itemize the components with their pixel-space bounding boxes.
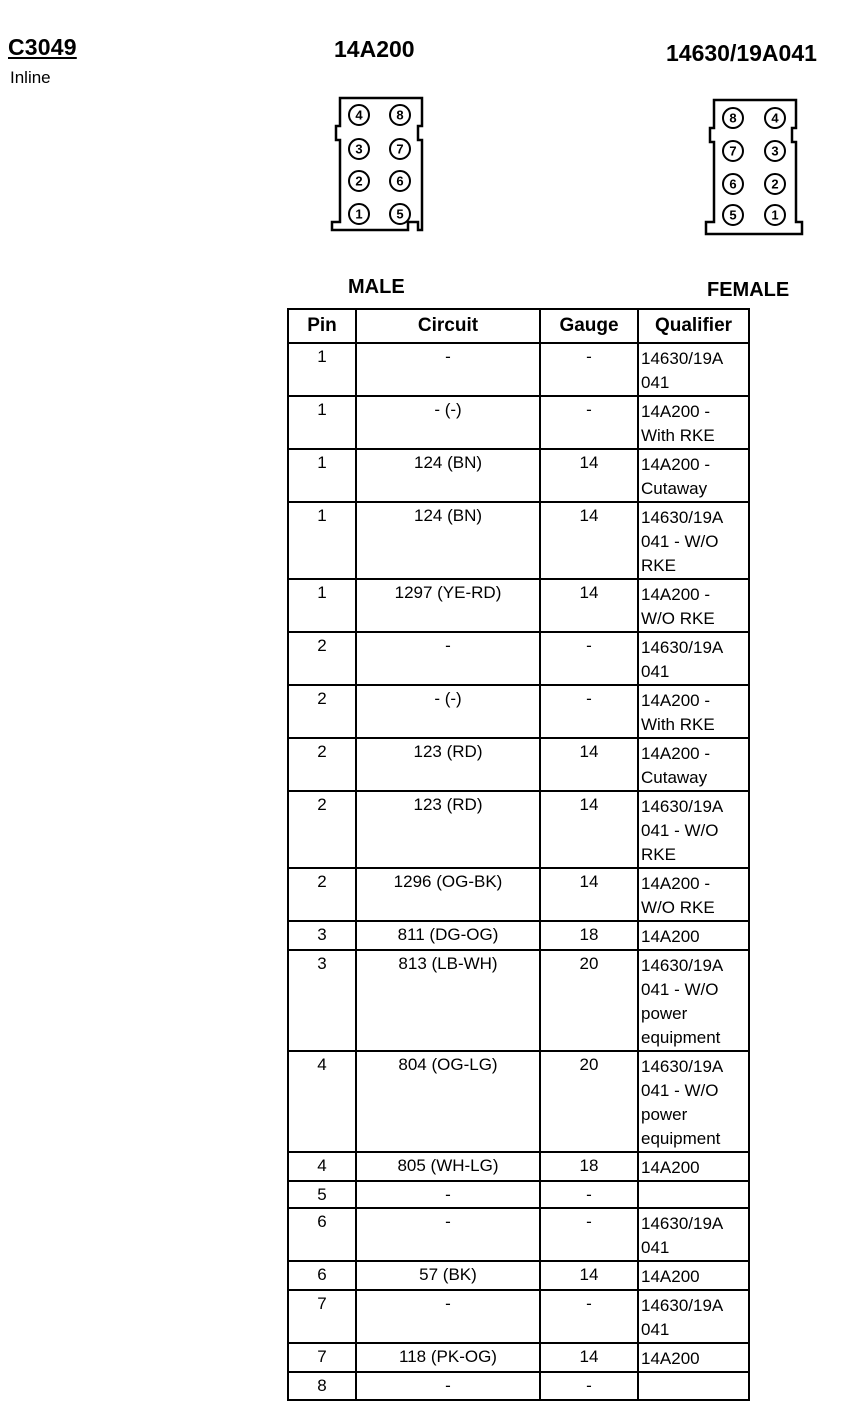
cell-qualifier: 14A200 - W/O RKE [638,868,749,921]
cell-qualifier: 14630/19A 041 - W/O RKE [638,791,749,868]
cell-gauge: 14 [540,738,638,791]
table-row [288,1372,749,1400]
cell-pin: 6 [288,1208,356,1261]
cell-qualifier: 14630/19A 041 [638,1290,749,1343]
cell-qualifier [638,1372,749,1400]
pin-number: 1 [771,207,779,223]
cell-gauge: 14 [540,868,638,921]
cell-pin: 2 [288,685,356,738]
cell-pin: 2 [288,868,356,921]
table-row [288,1208,749,1261]
connector-type: Inline [10,68,51,87]
cell-qualifier: 14A200 - Cutaway [638,738,749,791]
table-row [288,791,749,868]
cell-gauge: 14 [540,579,638,632]
cell-circuit: 811 (DG-OG) [356,921,540,950]
cell-circuit: 805 (WH-LG) [356,1152,540,1181]
table-row [288,1290,749,1343]
cell-circuit: - (-) [356,396,540,449]
table-row [288,1152,749,1181]
cell-pin: 1 [288,449,356,502]
cell-gauge: 14 [540,502,638,579]
cell-qualifier: 14630/19A 041 [638,1208,749,1261]
cell-qualifier: 14A200 - With RKE [638,685,749,738]
female-label: FEMALE [707,279,790,301]
table-row [288,343,749,396]
cell-gauge: 14 [540,1261,638,1290]
cell-circuit: 123 (RD) [356,738,540,791]
cell-circuit: - [356,343,540,396]
cell-gauge: 14 [540,791,638,868]
cell-qualifier: 14A200 - Cutaway [638,449,749,502]
cell-pin: 8 [288,1372,356,1400]
cell-pin: 2 [288,738,356,791]
cell-pin: 1 [288,502,356,579]
cell-circuit: 118 (PK-OG) [356,1343,540,1372]
cell-circuit: 57 (BK) [356,1261,540,1290]
cell-gauge: - [540,1181,638,1208]
cell-qualifier: 14630/19A 041 - W/O RKE [638,502,749,579]
cell-gauge: 18 [540,921,638,950]
cell-qualifier: 14A200 [638,921,749,950]
cell-qualifier: 14A200 [638,1152,749,1181]
connector-id: C3049 [8,34,77,60]
table-row [288,921,749,950]
cell-qualifier: 14630/19A 041 [638,632,749,685]
cell-pin: 5 [288,1181,356,1208]
table-row [288,738,749,791]
cell-circuit: 123 (RD) [356,791,540,868]
cell-qualifier [638,1181,749,1208]
right-connector-part: 14630/19A041 [666,40,817,66]
cell-gauge: 20 [540,1051,638,1152]
cell-qualifier: 14630/19A 041 [638,343,749,396]
table-row [288,1343,749,1372]
cell-gauge: - [540,1290,638,1343]
pin-number: 3 [355,141,363,157]
cell-pin: 2 [288,632,356,685]
cell-pin: 7 [288,1343,356,1372]
header-qualifier: Qualifier [638,309,749,343]
cell-circuit: 1297 (YE-RD) [356,579,540,632]
table-row [288,579,749,632]
left-connector-part: 14A200 [334,36,415,62]
pin-number: 1 [355,206,363,222]
cell-gauge: - [540,1372,638,1400]
cell-qualifier: 14A200 - With RKE [638,396,749,449]
cell-gauge: - [540,1208,638,1261]
cell-qualifier: 14630/19A 041 - W/O power equipment [638,950,749,1051]
cell-gauge: - [540,343,638,396]
cell-pin: 4 [288,1152,356,1181]
cell-pin: 3 [288,950,356,1051]
pin-number: 7 [729,143,737,159]
cell-qualifier: 14A200 - W/O RKE [638,579,749,632]
cell-circuit: - (-) [356,685,540,738]
pin-number: 6 [396,173,404,189]
cell-circuit: - [356,1290,540,1343]
pin-number: 8 [396,107,404,123]
table-row [288,685,749,738]
cell-gauge: 20 [540,950,638,1051]
pin-table [287,308,750,1401]
table-row [288,396,749,449]
pin-number: 2 [355,173,363,189]
header-pin: Pin [288,309,356,343]
cell-circuit: 124 (BN) [356,449,540,502]
cell-pin: 6 [288,1261,356,1290]
table-header-row [288,309,749,343]
table-row [288,632,749,685]
pin-number: 8 [729,110,737,126]
table-row [288,950,749,1051]
header-circuit: Circuit [356,309,540,343]
cell-circuit: 813 (LB-WH) [356,950,540,1051]
cell-pin: 1 [288,579,356,632]
male-connector-diagram [330,96,430,232]
cell-pin: 1 [288,396,356,449]
pin-number: 5 [396,206,404,222]
table-row [288,449,749,502]
pin-number: 4 [355,107,363,123]
pin-number: 5 [729,207,737,223]
table-row [288,502,749,579]
table-row [288,868,749,921]
cell-gauge: - [540,396,638,449]
cell-circuit: 1296 (OG-BK) [356,868,540,921]
female-connector-diagram [704,98,804,236]
cell-gauge: 14 [540,1343,638,1372]
cell-pin: 2 [288,791,356,868]
table-row [288,1181,749,1208]
cell-circuit: - [356,1208,540,1261]
cell-gauge: - [540,632,638,685]
cell-pin: 1 [288,343,356,396]
cell-pin: 3 [288,921,356,950]
cell-circuit: 124 (BN) [356,502,540,579]
pin-number: 6 [729,176,737,192]
cell-qualifier: 14630/19A 041 - W/O power equipment [638,1051,749,1152]
cell-gauge: 18 [540,1152,638,1181]
cell-gauge: 14 [540,449,638,502]
cell-gauge: - [540,685,638,738]
cell-circuit: - [356,632,540,685]
header-gauge: Gauge [540,309,638,343]
pin-number: 4 [771,110,779,126]
pin-number: 3 [771,143,779,159]
cell-circuit: 804 (OG-LG) [356,1051,540,1152]
male-label: MALE [348,276,405,298]
pin-number: 2 [771,176,779,192]
cell-pin: 4 [288,1051,356,1152]
cell-pin: 7 [288,1290,356,1343]
cell-qualifier: 14A200 [638,1261,749,1290]
cell-qualifier: 14A200 [638,1343,749,1372]
table-row [288,1051,749,1152]
cell-circuit: - [356,1181,540,1208]
table-row [288,1261,749,1290]
cell-circuit: - [356,1372,540,1400]
pin-number: 7 [396,141,404,157]
